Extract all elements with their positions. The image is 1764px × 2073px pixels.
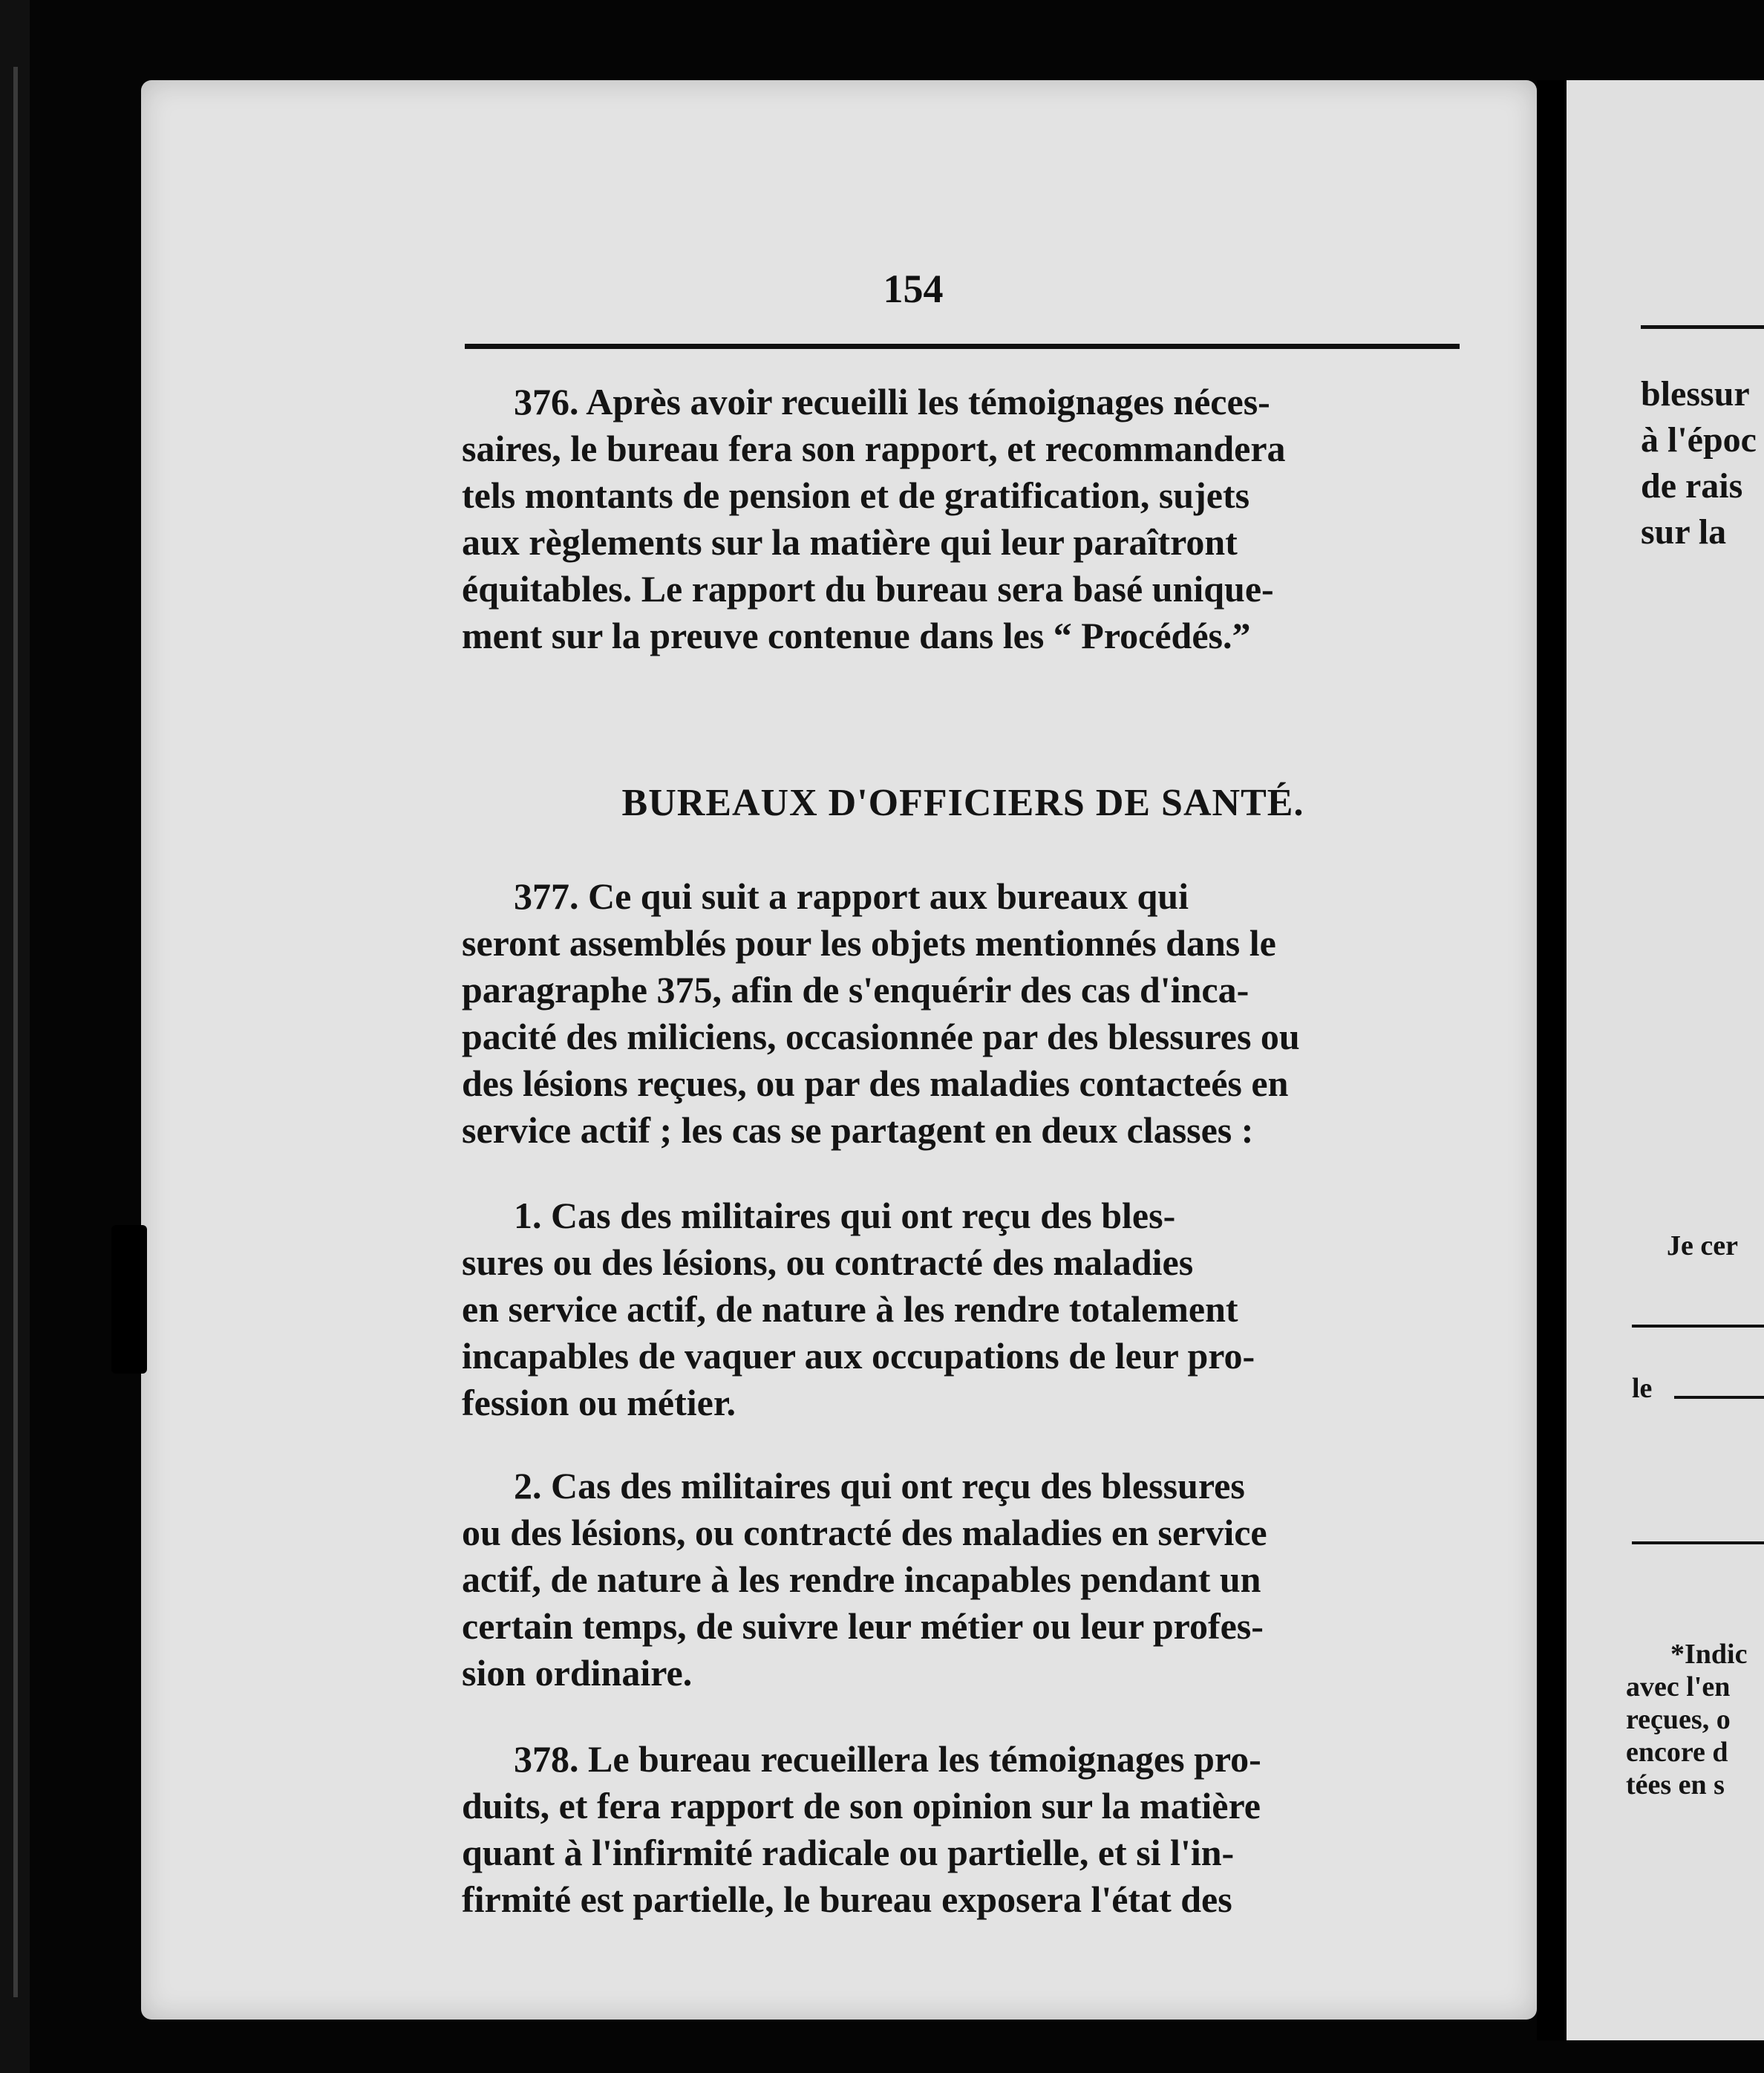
list-item-1	[462, 1192, 1464, 1426]
page-number: 154	[883, 267, 944, 311]
text-line: 376. Après avoir recueilli les témoignages néces-	[514, 381, 1270, 422]
footnote-line: tées en s	[1626, 1769, 1725, 1801]
text-line: en service actif, de nature à les rendre totalement	[462, 1288, 1238, 1330]
text-line: 1. Cas des militaires qui ont reçu des bles-	[514, 1195, 1176, 1236]
footnote-line: encore d	[1626, 1737, 1728, 1768]
text-line: paragraphe 375, afin de s'enquérir des cas d'inca-	[462, 969, 1250, 1011]
header-rule	[1641, 325, 1764, 329]
text-line: sures ou des lésions, ou contracté des maladies	[462, 1241, 1194, 1283]
text-line: tels montants de pension et de gratification, sujets	[462, 474, 1250, 516]
text-line: seront assemblés pour les objets mentionnés dans le	[462, 922, 1276, 964]
form-blank-line	[1632, 1325, 1764, 1328]
form-label: Je cer	[1667, 1230, 1738, 1261]
section-heading: BUREAUX D'OFFICIERS DE SANTÉ.	[621, 782, 1304, 824]
header-rule	[465, 344, 1460, 349]
text-line: incapables de vaquer aux occupations de leur pro-	[462, 1335, 1255, 1377]
form-label: le	[1632, 1373, 1653, 1404]
footnote-line: *Indic	[1670, 1639, 1748, 1670]
text-line: équitables. Le rapport du bureau sera basé unique-	[462, 568, 1274, 610]
left-page	[141, 80, 1537, 2020]
binding-tab	[111, 1225, 147, 1374]
scan-edge-line	[13, 67, 18, 1997]
text-line: aux règlements sur la matière qui leur paraîtront	[462, 521, 1238, 563]
footnote-line: reçues, o	[1626, 1704, 1731, 1735]
right-page-fragment	[1567, 80, 1764, 2040]
text-line: des lésions reçues, ou par des maladies contacteés en	[462, 1062, 1289, 1104]
text-line: ment sur la preuve contenue dans les “ Procédés.”	[462, 615, 1251, 656]
page-gutter	[1537, 80, 1567, 2040]
text-line: certain temps, de suivre leur métier ou leur profes-	[462, 1605, 1264, 1647]
paragraph-378	[462, 1736, 1464, 1923]
form-blank-line	[1632, 1541, 1764, 1544]
text-line: à l'époc	[1641, 420, 1757, 460]
text-line: sur la	[1641, 512, 1727, 552]
text-line: 377. Ce qui suit a rapport aux bureaux qui	[514, 875, 1189, 917]
text-line: actif, de nature à les rendre incapables pendant un	[462, 1558, 1261, 1600]
text-line: ou des lésions, ou contracté des maladies en service	[462, 1512, 1267, 1553]
text-line: sion ordinaire.	[462, 1652, 693, 1694]
paragraph-376	[462, 379, 1464, 659]
text-line: duits, et fera rapport de son opinion sur la matière	[462, 1785, 1261, 1826]
text-line: de rais	[1641, 466, 1743, 506]
text-line: quant à l'infirmité radicale ou partielle, et si l'in-	[462, 1832, 1235, 1873]
text-line: 378. Le bureau recueillera les témoignages pro-	[514, 1738, 1261, 1780]
list-item-2	[462, 1463, 1464, 1697]
text-line: saires, le bureau fera son rapport, et recommandera	[462, 428, 1286, 469]
form-blank-line	[1674, 1396, 1764, 1399]
paragraph-377	[462, 873, 1464, 1154]
text-line: service actif ; les cas se partagent en deux classes :	[462, 1109, 1254, 1151]
text-line: pacité des miliciens, occasionnée par des blessures ou	[462, 1016, 1300, 1057]
footnote-line: avec l'en	[1626, 1671, 1731, 1703]
text-line: firmité est partielle, le bureau exposera l'état des	[462, 1878, 1232, 1920]
text-line: fession ou métier.	[462, 1382, 736, 1423]
text-line: 2. Cas des militaires qui ont reçu des blessures	[514, 1465, 1245, 1506]
text-line: blessur	[1641, 374, 1750, 414]
